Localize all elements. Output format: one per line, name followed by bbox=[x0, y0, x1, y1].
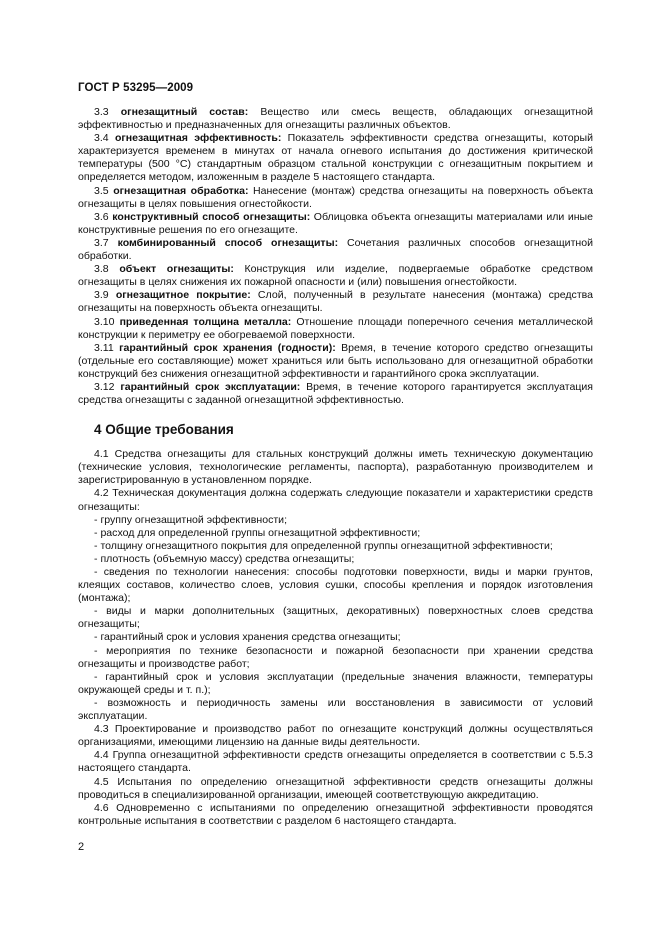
list-item: - мероприятия по технике безопасности и пожарной безопасности при хранении средства огнезащиты и производстве работ; bbox=[78, 644, 593, 670]
definition-term: приведенная толщина металла: bbox=[119, 315, 292, 328]
definition-item bbox=[78, 342, 593, 381]
definition-text: Время, в течение которого гарантируется эксплуатация средства огнезащиты с заданной огнезащитной эффективностью. bbox=[78, 380, 593, 407]
definition-number: 3.4 bbox=[94, 132, 109, 145]
definition-term: огнезащитный состав: bbox=[120, 106, 249, 118]
definition-item bbox=[78, 132, 593, 184]
list-item: - возможность и периодичность замены или восстановления в зависимости от условий эксплуатации. bbox=[78, 696, 593, 723]
paragraph: 4.2 Техническая документация должна содержать следующие показатели и характеристики средств огнезащиты: bbox=[78, 487, 593, 513]
definition-text: Слой, полученный в результате нанесения (монтажа) средства огнезащиты на поверхность объекта огнезащиты. bbox=[78, 289, 593, 315]
standard-code-header: ГОСТ Р 53295—2009 bbox=[78, 82, 194, 94]
section-4-body bbox=[78, 448, 593, 828]
definitions-list bbox=[78, 106, 593, 407]
definition-term: огнезащитное покрытие: bbox=[115, 289, 251, 302]
paragraph: 4.5 Испытания по определению огнезащитной эффективности средств огнезащиты должны проводиться в специализированной организации, имеющей соответствующую аккредитацию. bbox=[78, 775, 593, 801]
definition-text: Конструкция или изделие, подвергаемые обработке средством огнезащиты в целях снижения их пожарной опасности и (или) повышения огнестойкости. bbox=[78, 263, 593, 289]
definition-number: 3.12 bbox=[94, 380, 115, 393]
list-item: - гарантийный срок и условия хранения средства огнезащиты; bbox=[94, 631, 401, 644]
list-item: - толщину огнезащитного покрытия для определенной группы огнезащитной эффективности; bbox=[94, 539, 553, 552]
definition-item bbox=[78, 185, 593, 211]
list-item: - гарантийный срок и условия эксплуатации (предельные значения влажности, температуры окружающей среды и т. п.); bbox=[78, 670, 593, 696]
definition-term: конструктивный способ огнезащиты: bbox=[112, 210, 311, 223]
definition-term: гарантийный срок хранения (годности): bbox=[119, 341, 336, 354]
list-item: - виды и марки дополнительных (защитных, декоративных) поверхностных слоев средства огнезащиты; bbox=[78, 605, 593, 631]
definition-text: Сочетания различных способов огнезащитной обработки. bbox=[78, 236, 593, 263]
definition-text: Отношение площади поперечного сечения металлической конструкции к периметру ее обогреваемой поверхности. bbox=[78, 315, 593, 341]
list-item: - расход для определенной группы огнезащитной эффективности; bbox=[94, 526, 421, 539]
definition-term: объект огнезащиты: bbox=[119, 263, 234, 276]
paragraph: 4.6 Одновременно с испытаниями по определению огнезащитной эффективности проводятся контрольные испытания в соответствии с разделом 6 настоящего стандарта. bbox=[78, 801, 593, 827]
definition-item bbox=[78, 211, 593, 237]
list-item: - сведения по технологии нанесения: способы подготовки поверхности, виды и марки грунтов, клеящих составов, количество слоев, условия сушки, способы крепления и порядок изготовления (монтажа); bbox=[78, 566, 593, 605]
definition-number: 3.9 bbox=[94, 289, 109, 302]
page-content bbox=[78, 106, 593, 828]
definition-term: огнезащитная обработка: bbox=[113, 184, 249, 197]
definition-text: Время, в течение которого средство огнезащиты (отдельные его составляющие) может храниться или быть использовано для огнезащитной обработки конструкций без снижения огнезащитной эффективности и гарантийного срока эксплуатации. bbox=[78, 341, 593, 380]
definition-number: 3.11 bbox=[94, 341, 114, 354]
definition-text: Вещество или смесь веществ, обладающих огнезащитной эффективностью и предназначенных для огнезащиты различных объектов. bbox=[78, 106, 593, 132]
paragraph: 4.1 Средства огнезащиты для стальных конструкций должны иметь техническую документацию (технические условия, технологические регламенты, паспорта), разработанную производителем и зарегистрированную в установленном порядке. bbox=[78, 448, 593, 487]
definition-number: 3.5 bbox=[94, 184, 109, 197]
section-4-title: 4 Общие требования bbox=[94, 422, 234, 438]
page-number: 2 bbox=[78, 841, 85, 853]
definition-term: комбинированный способ огнезащиты: bbox=[117, 236, 339, 249]
definition-number: 3.10 bbox=[94, 315, 115, 328]
list-item: - плотность (объемную массу) средства огнезащиты; bbox=[94, 552, 355, 565]
definition-item bbox=[78, 381, 593, 407]
definition-number: 3.3 bbox=[94, 106, 109, 118]
definition-text: Облицовка объекта огнезащиты материалами или иные конструктивные решения по его огнезащите. bbox=[78, 210, 593, 236]
paragraph: 4.4 Группа огнезащитной эффективности средств огнезащиты определяется в соответствии с 5.5.3 настоящего стандарта. bbox=[78, 749, 593, 775]
paragraph: 4.3 Проектирование и производство работ по огнезащите конструкций должны осуществляться организациями, имеющими лицензию на данные виды деятельности. bbox=[78, 723, 593, 749]
definition-term: гарантийный срок эксплуатации: bbox=[120, 380, 301, 393]
definition-item bbox=[78, 316, 593, 342]
definition-term: огнезащитная эффективность: bbox=[114, 132, 282, 145]
definition-item bbox=[78, 237, 593, 263]
definition-item bbox=[78, 106, 593, 132]
definition-item bbox=[78, 263, 593, 289]
definition-text: Показатель эффективности средства огнезащиты, который характеризуется временем в минутах от начала огневого испытания до достижения критической температуры (500 °С) стандартным образцом стальной конструкции с огнезащитным покрытием и определяется методом, изложенным в разделе 5 настоящего стандарта. bbox=[78, 132, 593, 184]
definition-item bbox=[78, 289, 593, 315]
list-item: - группу огнезащитной эффективности; bbox=[94, 513, 287, 526]
definition-number: 3.8 bbox=[94, 263, 109, 276]
definition-number: 3.6 bbox=[94, 210, 109, 223]
definition-text: Нанесение (монтаж) средства огнезащиты на поверхность объекта огнезащиты в целях повышения огнестойкости. bbox=[78, 184, 593, 210]
definition-number: 3.7 bbox=[94, 236, 109, 249]
